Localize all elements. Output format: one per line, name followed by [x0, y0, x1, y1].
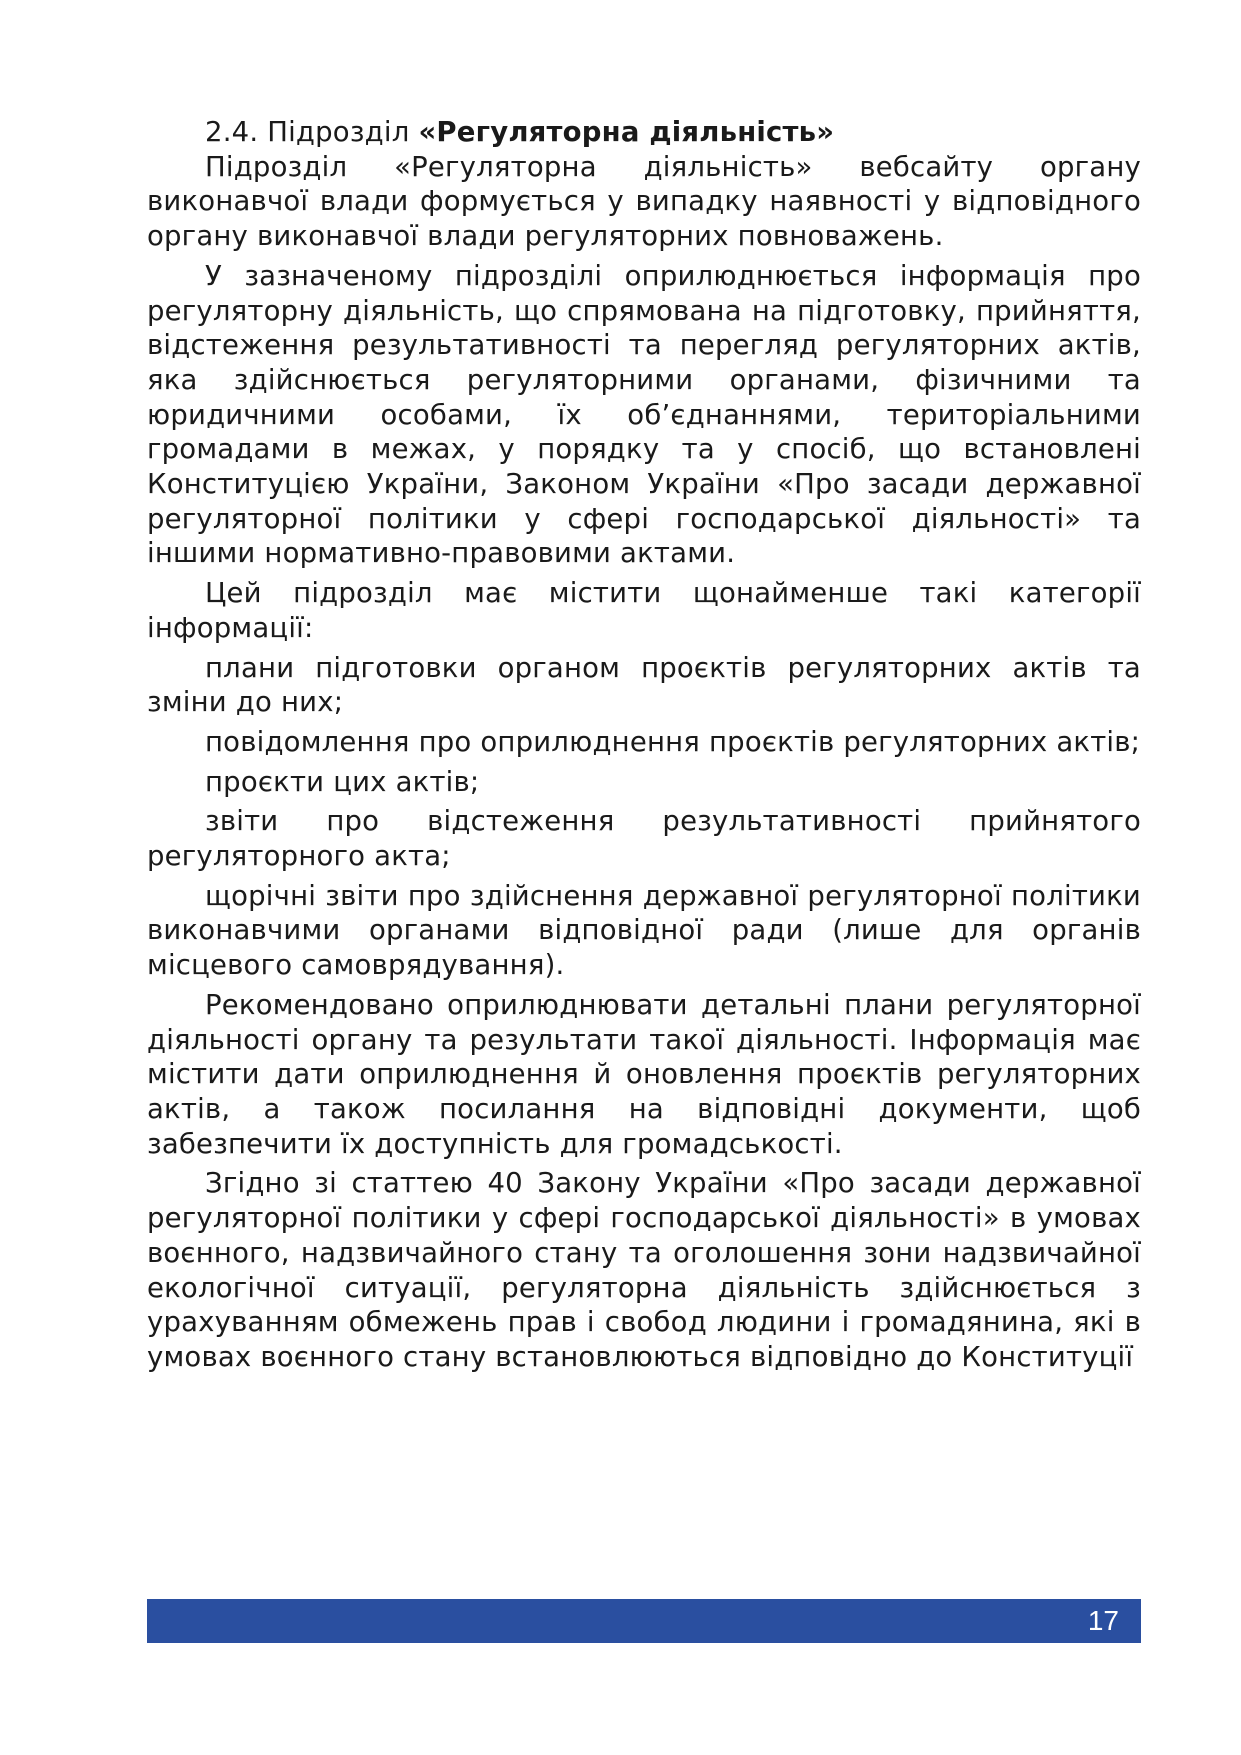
list-item: повідомлення про оприлюднення проєктів регуляторних актів;	[205, 725, 1141, 758]
list-item: щорічні звіти про здійснення державної регуляторної політики виконавчими органами відповідної ради (лише для органів місцевого самоврядування).	[147, 879, 1141, 982]
paragraph: Згідно зі статтею 40 Закону України «Про засади державної регуляторної політики у сфері господарської діяльності» в умовах воєнного, надзвичайного стану та оголошення зони надзвичайної екологічної ситуації, регуляторна діяльність здійснюється з урахуванням обмежень прав і свобод людини і громадянина, які в умовах воєнного стану встановлюються відповідно до Конституції	[147, 1167, 1141, 1373]
page-number: 17	[1087, 1605, 1119, 1636]
paragraph: Рекомендовано оприлюднювати детальні плани регуляторної діяльності органу та результати такої діяльності. Інформація має містити дати оприлюднення й оновлення проєктів регуляторних актів, а також посилання на відповідні документи, щоб забезпечити їх доступність для громадськості.	[147, 988, 1141, 1160]
section-title: «Регуляторна діяльність»	[418, 116, 835, 148]
section-heading	[147, 115, 1141, 150]
list-item: проєкти цих актів;	[205, 765, 480, 798]
paragraph: У зазначеному підрозділі оприлюднюється інформація про регуляторну діяльність, що спрямована на підготовку, прийняття, відстеження результативності та перегляд регуляторних актів, яка здійснюється регуляторними органами, фізичними та юридичними особами, їх об’єднаннями, територіальними громадами в межах, у порядку та у спосіб, що встановлені Конституцією України, Законом України «Про засади державної регуляторної політики у сфері господарської діяльності» та іншими нормативно-правовими актами.	[147, 259, 1141, 570]
document-body	[147, 115, 1141, 1375]
section-number: 2.4. Підрозділ	[205, 116, 410, 148]
paragraph: Цей підрозділ має містити щонайменше такі категорії інформації:	[147, 577, 1141, 644]
list-item: звіти про відстеження результативності прийнятого регуляторного акта;	[147, 805, 1141, 873]
footer-bar	[147, 1599, 1141, 1643]
paragraph: Підрозділ «Регуляторна діяльність» вебсайту органу виконавчої влади формується у випадку наявності у відповідного органу виконавчої влади регуляторних повноважень.	[147, 150, 1141, 253]
list-item: плани підготовки органом проєктів регуляторних актів та зміни до них;	[147, 651, 1141, 719]
